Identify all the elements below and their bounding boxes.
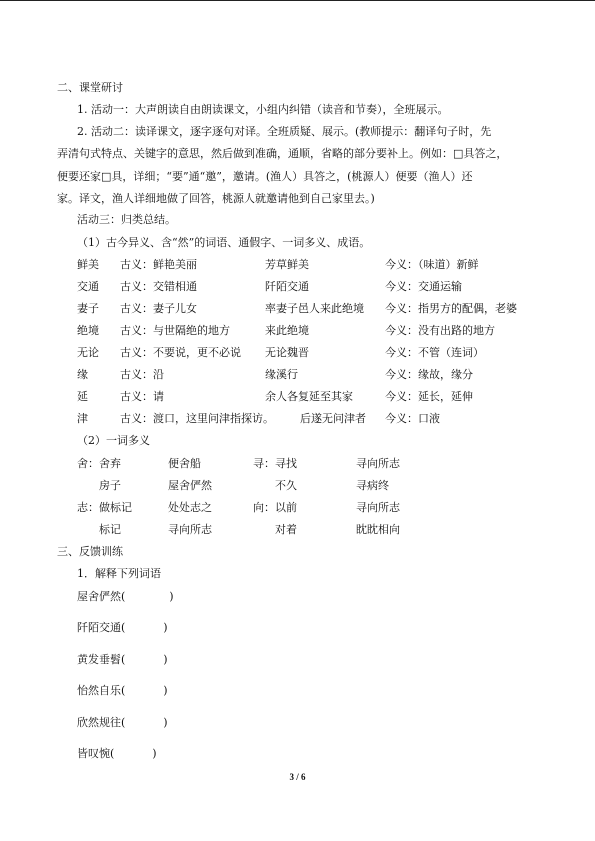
vocab-old-meaning: 古义：不要说，更不必说 xyxy=(120,346,241,359)
polysemy-cell: 对着 xyxy=(275,523,297,536)
section-heading-fankui: 三、反馈训练 xyxy=(57,545,123,558)
vocab-example: 后遂无问津者 xyxy=(300,412,366,425)
vocab-new-meaning: 今义：交通运输 xyxy=(385,280,462,293)
vocab-example: 芳草鲜美 xyxy=(265,258,309,271)
section-heading-ketang: 二、课堂研讨 xyxy=(57,81,123,94)
activity-three: 活动三：归类总结。 xyxy=(77,213,176,226)
vocab-old-meaning: 古义：妻子儿女 xyxy=(120,302,197,315)
activity-two-line-1: 2. 活动二：读译课文，逐字逐句对译。全班质疑、展示。(教师提示：翻译句子时，先 xyxy=(77,125,492,138)
exercise-item xyxy=(77,747,157,761)
polysemy-cell: 寻向所志 xyxy=(356,457,400,470)
vocab-example: 阡陌交通 xyxy=(265,280,309,293)
vocab-example: 来此绝境 xyxy=(265,324,309,337)
vocab-example: 无论魏晋 xyxy=(265,346,309,359)
page-number: 3 / 6 xyxy=(289,772,306,782)
close-paren: ) xyxy=(163,653,168,666)
vocab-word: 津 xyxy=(77,412,88,425)
subheading-ancient-modern: （1）古今异义、含“然”的词语、通假字、一词多义、成语。 xyxy=(77,236,371,249)
vocab-new-meaning: 今义：指男方的配偶，老婆 xyxy=(385,302,517,315)
activity-two-line-3: 便要还家□具，详细；“要”通“邀”，邀请。(渔人）具答之，(桃源人）便要（渔人）还 xyxy=(57,170,473,183)
vocab-word: 鲜美 xyxy=(77,258,99,271)
polysemy-cell: 寻向所志 xyxy=(356,501,400,514)
polysemy-cell: 寻向所志 xyxy=(168,523,212,536)
vocab-new-meaning: 今义：口液 xyxy=(385,412,440,425)
vocab-old-meaning: 古义：沿 xyxy=(120,368,164,381)
polysemy-cell: 舍：舍弃 xyxy=(77,457,121,470)
vocab-old-meaning: 古义：渡口，这里问津指探访。 xyxy=(120,412,274,425)
polysemy-cell: 处处志之 xyxy=(168,501,212,514)
activity-two-line-4: 家。译文，渔人详细地做了回答，桃源人就邀请他到自己家里去。) xyxy=(57,192,375,205)
vocab-old-meaning: 古义：鲜艳美丽 xyxy=(120,258,197,271)
vocab-old-meaning: 古义：请 xyxy=(120,390,164,403)
polysemy-cell: 房子 xyxy=(99,479,121,492)
vocab-word: 交通 xyxy=(77,280,99,293)
vocab-word: 绝境 xyxy=(77,324,99,337)
exercise-term: 欣然规往( xyxy=(77,716,126,729)
top-rule xyxy=(0,0,595,1)
vocab-example: 余人各复延至其家 xyxy=(265,390,353,403)
exercise-item xyxy=(77,621,168,635)
exercise-term: 屋舍俨然( xyxy=(77,590,126,603)
close-paren: ) xyxy=(163,621,168,634)
vocab-word: 妻子 xyxy=(77,302,99,315)
question-one: 1．解释下列词语 xyxy=(77,567,161,580)
vocab-word: 无论 xyxy=(77,346,99,359)
activity-one: 1. 活动一：大声朗读自由朗读课文，小组内纠错（读音和节奏），全班展示。 xyxy=(77,103,449,116)
polysemy-cell: 向：以前 xyxy=(253,501,297,514)
exercise-item xyxy=(77,590,174,604)
close-paren: ) xyxy=(152,747,157,760)
close-paren: ) xyxy=(163,684,168,697)
vocab-new-meaning: 今义：缘故，缘分 xyxy=(385,368,473,381)
vocab-new-meaning: 今义：不管（连词） xyxy=(385,346,484,359)
exercise-term: 阡陌交通( xyxy=(77,621,126,634)
polysemy-cell: 不久 xyxy=(275,479,297,492)
exercise-item xyxy=(77,716,168,730)
exercise-item xyxy=(77,684,168,698)
vocab-old-meaning: 古义：与世隔绝的地方 xyxy=(120,324,230,337)
vocab-new-meaning: 今义：没有出路的地方 xyxy=(385,324,495,337)
exercise-term: 黄发垂髫( xyxy=(77,653,126,666)
close-paren: ) xyxy=(169,590,174,603)
exercise-item xyxy=(77,653,168,667)
vocab-example: 缘溪行 xyxy=(265,368,298,381)
exercise-term: 皆叹惋( xyxy=(77,747,115,760)
close-paren: ) xyxy=(163,716,168,729)
polysemy-cell: 寻：寻找 xyxy=(253,457,297,470)
activity-two-line-2: 弄清句式特点、关键字的意思，然后做到准确，通顺，省略的部分要补上。例如：□具答之， xyxy=(57,147,508,160)
vocab-word: 缘 xyxy=(77,368,88,381)
vocab-word: 延 xyxy=(77,390,88,403)
polysemy-cell: 寻病终 xyxy=(356,479,389,492)
polysemy-cell: 便舍船 xyxy=(168,457,201,470)
vocab-new-meaning: 今义：（味道）新鲜 xyxy=(385,258,479,271)
polysemy-cell: 眈眈相向 xyxy=(356,523,400,536)
polysemy-cell: 志：做标记 xyxy=(77,501,132,514)
vocab-old-meaning: 古义：交错相通 xyxy=(120,280,197,293)
polysemy-cell: 屋舍俨然 xyxy=(168,479,212,492)
polysemy-cell: 标记 xyxy=(99,523,121,536)
vocab-new-meaning: 今义：延长，延伸 xyxy=(385,390,473,403)
subheading-polysemy: （2）一词多义 xyxy=(77,434,150,447)
vocab-example: 率妻子邑人来此绝境 xyxy=(265,302,364,315)
exercise-term: 怡然自乐( xyxy=(77,684,126,697)
